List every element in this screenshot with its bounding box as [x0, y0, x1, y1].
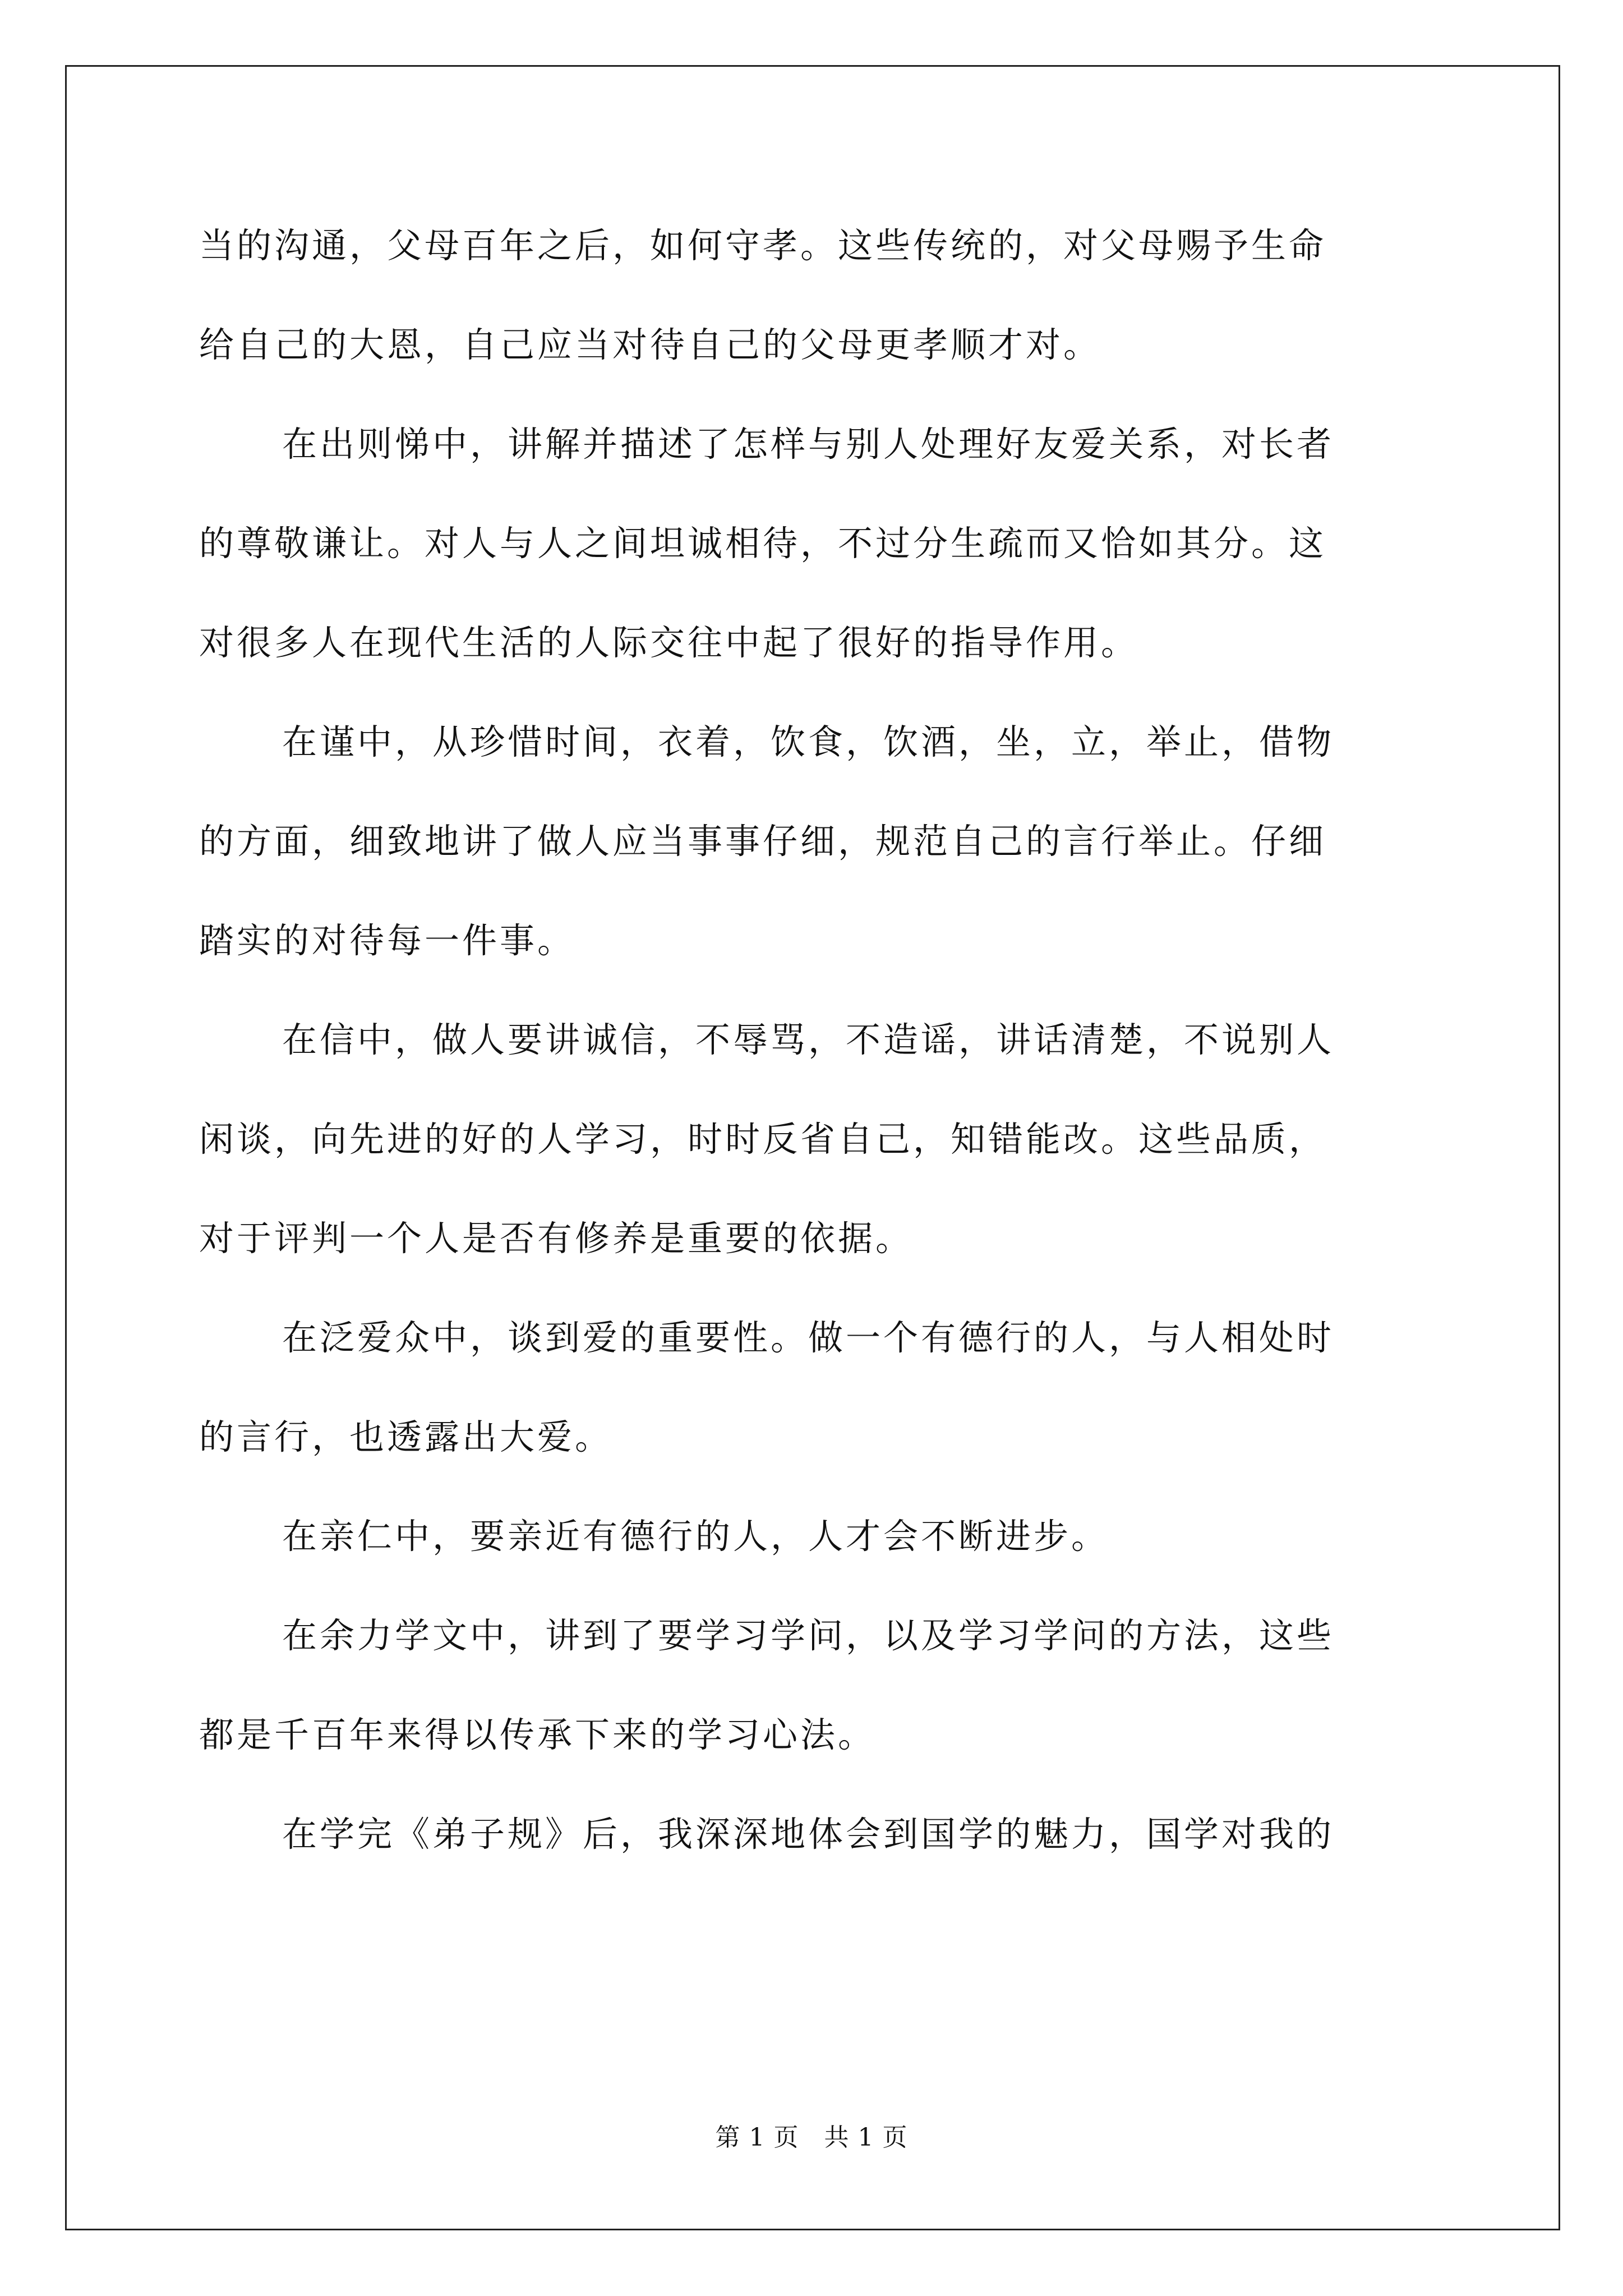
text-line: 在泛爱众中，谈到爱的重要性。做一个有德行的人，与人相处时 [282, 1317, 1335, 1358]
text-line: 给自己的大恩，自己应当对待自己的父母更孝顺才对。 [199, 324, 1101, 365]
text-line: 当的沟通，父母百年之后，如何守孝。这些传统的，对父母赐予生命 [199, 225, 1327, 266]
text-line: 在亲仁中，要亲近有德行的人，人才会不断进步。 [282, 1516, 1109, 1557]
text-line: 在信中，做人要讲诚信，不辱骂，不造谣，讲话清楚，不说别人 [282, 1019, 1335, 1060]
text-line: 在余力学文中，讲到了要学习学问，以及学习学问的方法，这些 [282, 1615, 1335, 1656]
text-line: 对很多人在现代生活的人际交往中起了很好的指导作用。 [199, 622, 1139, 663]
document-body [199, 220, 1427, 1908]
text-line: 踏实的对待每一件事。 [199, 920, 575, 961]
text-line: 在出则悌中，讲解并描述了怎样与别人处理好友爱关系，对长者 [282, 424, 1335, 464]
text-line: 闲谈，向先进的好的人学习，时时反省自己，知错能改。这些品质， [199, 1119, 1327, 1159]
text-line: 在谨中，从珍惜时间，衣着，饮食，饮酒，坐，立，举止，借物 [282, 721, 1335, 762]
text-line: 都是千百年来得以传承下来的学习心法。 [199, 1714, 876, 1755]
text-line: 的方面，细致地讲了做人应当事事仔细，规范自己的言行举止。仔细 [199, 821, 1327, 862]
text-line: 的言行，也透露出大爱。 [199, 1416, 613, 1457]
text-line: 对于评判一个人是否有修养是重要的依据。 [199, 1218, 914, 1259]
page-number-footer: 第 1 页 共 1 页 [715, 2123, 908, 2152]
text-line: 的尊敬谦让。对人与人之间坦诚相待，不过分生疏而又恰如其分。这 [199, 523, 1327, 564]
text-line: 在学完《弟子规》后，我深深地体会到国学的魅力，国学对我的 [282, 1814, 1335, 1855]
